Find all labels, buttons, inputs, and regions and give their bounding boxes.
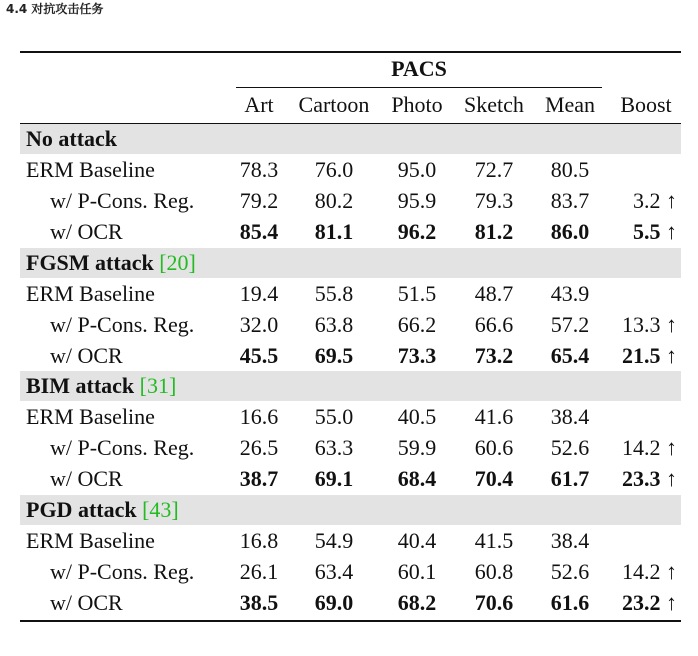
table-cell: 86.0 bbox=[550, 219, 590, 244]
table-cell: 78.3 bbox=[239, 157, 279, 182]
boost-cell: 13.3 ↑ bbox=[622, 312, 677, 337]
table-cell: 57.2 bbox=[550, 312, 590, 337]
table-cell: 69.1 bbox=[314, 466, 354, 491]
table-cell: 83.7 bbox=[550, 188, 590, 213]
boost-cell: 14.2 ↑ bbox=[622, 559, 677, 584]
table-cell: 59.9 bbox=[397, 435, 437, 460]
column-header-2: Photo bbox=[391, 92, 443, 117]
column-header-1: Cartoon bbox=[298, 92, 370, 117]
row-label: w/ P-Cons. Reg. bbox=[50, 312, 195, 337]
table-cell: 51.5 bbox=[397, 281, 437, 306]
table-cell: 61.6 bbox=[550, 590, 590, 615]
table-cell: 60.8 bbox=[474, 559, 514, 584]
table-cell: 61.7 bbox=[550, 466, 590, 491]
row-label: w/ OCR bbox=[50, 466, 123, 491]
column-header-0: Art bbox=[244, 92, 274, 117]
boost-cell: 14.2 ↑ bbox=[622, 435, 677, 460]
table-cell: 72.7 bbox=[474, 157, 514, 182]
row-label: ERM Baseline bbox=[26, 281, 155, 306]
boost-cell: 3.2 ↑ bbox=[633, 188, 677, 213]
group-header-pacs: PACS bbox=[391, 56, 447, 81]
table-cell: 80.2 bbox=[314, 188, 354, 213]
boost-cell: 23.3 ↑ bbox=[622, 466, 677, 491]
table-cell: 55.8 bbox=[314, 281, 354, 306]
table-cell: 80.5 bbox=[550, 157, 590, 182]
table-cell: 55.0 bbox=[314, 404, 354, 429]
table-cell: 73.2 bbox=[474, 343, 514, 368]
boost-cell: 23.2 ↑ bbox=[622, 590, 677, 615]
column-header-4: Mean bbox=[544, 92, 596, 117]
table-cell: 48.7 bbox=[474, 281, 514, 306]
column-header-5: Boost bbox=[620, 92, 672, 117]
section-title-text: BIM attack bbox=[26, 373, 135, 398]
table-cell: 68.4 bbox=[397, 466, 437, 491]
table-cell: 69.0 bbox=[314, 590, 354, 615]
table-cell: 65.4 bbox=[550, 343, 590, 368]
table-cell: 70.4 bbox=[474, 466, 514, 491]
section-title bbox=[26, 248, 196, 278]
row-label: w/ P-Cons. Reg. bbox=[50, 435, 195, 460]
table-cell: 43.9 bbox=[550, 281, 590, 306]
table-cell: 60.6 bbox=[474, 435, 514, 460]
table-cell: 63.4 bbox=[314, 559, 354, 584]
table-cell: 81.1 bbox=[314, 219, 354, 244]
table-cell: 60.1 bbox=[397, 559, 437, 584]
table-cell: 40.5 bbox=[397, 404, 437, 429]
table-cell: 79.3 bbox=[474, 188, 514, 213]
citation-link[interactable]: [20] bbox=[159, 250, 196, 275]
table-cell: 52.6 bbox=[550, 559, 590, 584]
table-cell: 52.6 bbox=[550, 435, 590, 460]
table-cell: 73.3 bbox=[397, 343, 437, 368]
row-label: ERM Baseline bbox=[26, 528, 155, 553]
row-label: ERM Baseline bbox=[26, 404, 155, 429]
table-cell: 40.4 bbox=[397, 528, 437, 553]
section-band bbox=[20, 124, 681, 154]
table-cell: 54.9 bbox=[314, 528, 354, 553]
table-bottom-rule bbox=[20, 620, 681, 622]
table-cell: 19.4 bbox=[239, 281, 279, 306]
table-cell: 26.5 bbox=[239, 435, 279, 460]
table-cell: 63.3 bbox=[314, 435, 354, 460]
table-cell: 66.2 bbox=[397, 312, 437, 337]
table-cell: 38.4 bbox=[550, 528, 590, 553]
section-title bbox=[26, 371, 176, 401]
section-title-text: No attack bbox=[26, 126, 118, 151]
column-header-3: Sketch bbox=[464, 92, 524, 117]
section-title-text: FGSM attack bbox=[26, 250, 154, 275]
section-heading: 4.4 对抗攻击任务 bbox=[6, 2, 104, 16]
table-cell: 69.5 bbox=[314, 343, 354, 368]
table-cell: 95.9 bbox=[397, 188, 437, 213]
row-label: w/ OCR bbox=[50, 590, 123, 615]
boost-cell: 5.5 ↑ bbox=[633, 219, 677, 244]
row-label: w/ P-Cons. Reg. bbox=[50, 559, 195, 584]
table-cell: 16.6 bbox=[239, 404, 279, 429]
group-header-rule bbox=[236, 87, 602, 88]
table-cell: 41.5 bbox=[474, 528, 514, 553]
row-label: ERM Baseline bbox=[26, 157, 155, 182]
table-cell: 26.1 bbox=[239, 559, 279, 584]
table-cell: 76.0 bbox=[314, 157, 354, 182]
citation-link[interactable]: [31] bbox=[139, 373, 177, 398]
table-cell: 38.4 bbox=[550, 404, 590, 429]
section-title bbox=[26, 124, 117, 154]
section-title-text: PGD attack bbox=[26, 497, 137, 522]
table-cell: 66.6 bbox=[474, 312, 514, 337]
table-cell: 38.5 bbox=[239, 590, 279, 615]
row-label: w/ OCR bbox=[50, 343, 123, 368]
table-cell: 45.5 bbox=[239, 343, 279, 368]
table-cell: 68.2 bbox=[397, 590, 437, 615]
table-cell: 79.2 bbox=[239, 188, 279, 213]
table-cell: 70.6 bbox=[474, 590, 514, 615]
table-cell: 96.2 bbox=[397, 219, 437, 244]
citation-link[interactable]: [43] bbox=[142, 497, 179, 522]
table-cell: 95.0 bbox=[397, 157, 437, 182]
table-cell: 41.6 bbox=[474, 404, 514, 429]
row-label: w/ OCR bbox=[50, 219, 123, 244]
table-top-rule bbox=[20, 51, 681, 53]
section-title bbox=[26, 495, 179, 525]
boost-cell: 21.5 ↑ bbox=[622, 343, 677, 368]
table-cell: 38.7 bbox=[239, 466, 279, 491]
table-cell: 32.0 bbox=[239, 312, 279, 337]
table-cell: 63.8 bbox=[314, 312, 354, 337]
row-label: w/ P-Cons. Reg. bbox=[50, 188, 195, 213]
table-cell: 81.2 bbox=[474, 219, 514, 244]
table-cell: 16.8 bbox=[239, 528, 279, 553]
table-cell: 85.4 bbox=[239, 219, 279, 244]
